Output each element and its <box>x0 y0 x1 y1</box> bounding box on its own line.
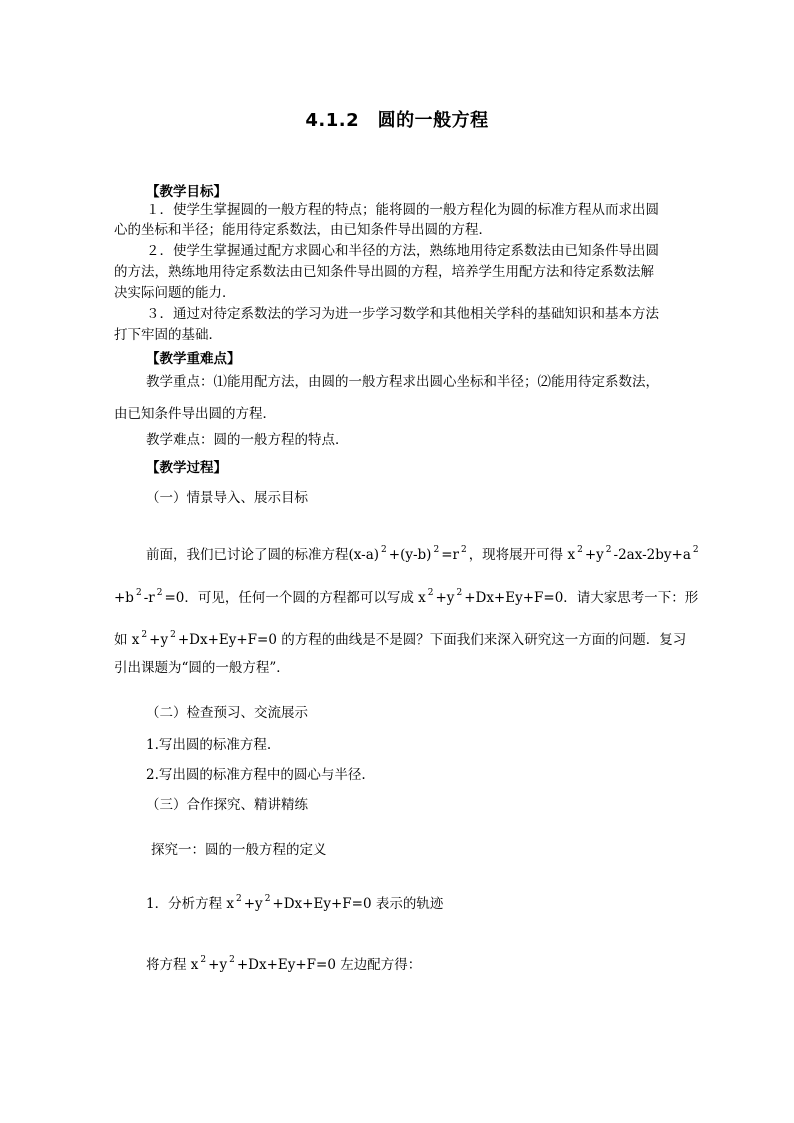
key-points-heading: 【教学重难点】 <box>146 351 241 367</box>
objective-1-line-1: １．使学生掌握圆的一般方程的特点；能将圆的一般方程化为圆的标准方程从而求出圆 <box>146 202 659 218</box>
section-2-heading: （二）检查预习、交流展示 <box>146 705 308 721</box>
intro-line-2: +b $^2$ -r $^2$ =0．可见，任何一个圆的方程都可以写成 x $^2$ +y $^2$ +Dx+Ey+F=0．请大家思考一下：形 <box>114 588 699 606</box>
objective-2-line-2: 的方法，熟练地用待定系数法由已知条件导出圆的方程，培养学生用配方法和待定系数法解 <box>114 264 654 280</box>
intro-line-3: 如 x $^2$ +y $^2$ +Dx+Ey+F=0 的方程的曲线是不是圆？下面我们来深入研究这一方面的问题．复习 <box>114 630 687 648</box>
section-1-heading: （一）情景导入、展示目标 <box>146 490 308 506</box>
item-1: 1．分析方程 x $^2$ +y $^2$ +Dx+Ey+F=0 表示的轨迹 <box>146 894 444 912</box>
intro-line-1: 前面，我们已讨论了圆的标准方程(x-a) $^2$ +(y-b) $^2$ =r $^2$ ，现将展开可得 x $^2$ +y $^2$ -2ax-2by+a $^2$ <box>146 545 699 563</box>
objectives-heading: 【教学目标】 <box>146 184 227 200</box>
teaching-difficulty: 教学难点：圆的一般方程的特点． <box>146 432 349 448</box>
question-2: 2.写出圆的标准方程中的圆心与半径. <box>146 767 366 783</box>
objective-2-line-1: ２．使学生掌握通过配方求圆心和半径的方法，熟练地用待定系数法由已知条件导出圆 <box>146 243 659 259</box>
intro-line-4: 引出课题为“圆的一般方程”． <box>114 660 290 676</box>
objective-1-line-2: 心的坐标和半径；能用待定系数法，由已知条件导出圆的方程． <box>114 222 492 238</box>
objective-3-line-1: ３．通过对待定系数法的学习为进一步学习数学和其他相关学科的基础知识和基本方法 <box>146 306 659 322</box>
process-heading: 【教学过程】 <box>146 460 227 476</box>
explore-1-heading: 探究一：圆的一般方程的定义 <box>151 842 327 858</box>
page-title: 4.1.2 圆的一般方程 <box>305 110 489 131</box>
section-3-heading: （三）合作探究、精讲精练 <box>146 797 308 813</box>
question-1: 1.写出圆的标准方程. <box>146 737 272 753</box>
objective-3-line-2: 打下牢固的基础． <box>114 327 222 343</box>
objective-2-line-3: 决实际问题的能力． <box>114 285 236 301</box>
teaching-focus-line-1: 教学重点：⑴能用配方法，由圆的一般方程求出圆心坐标和半径；⑵能用待定系数法， <box>146 374 659 390</box>
item-2: 将方程 x $^2$ +y $^2$ +Dx+Ey+F=0 左边配方得： <box>146 955 422 973</box>
teaching-focus-line-2: 由已知条件导出圆的方程． <box>114 406 276 422</box>
